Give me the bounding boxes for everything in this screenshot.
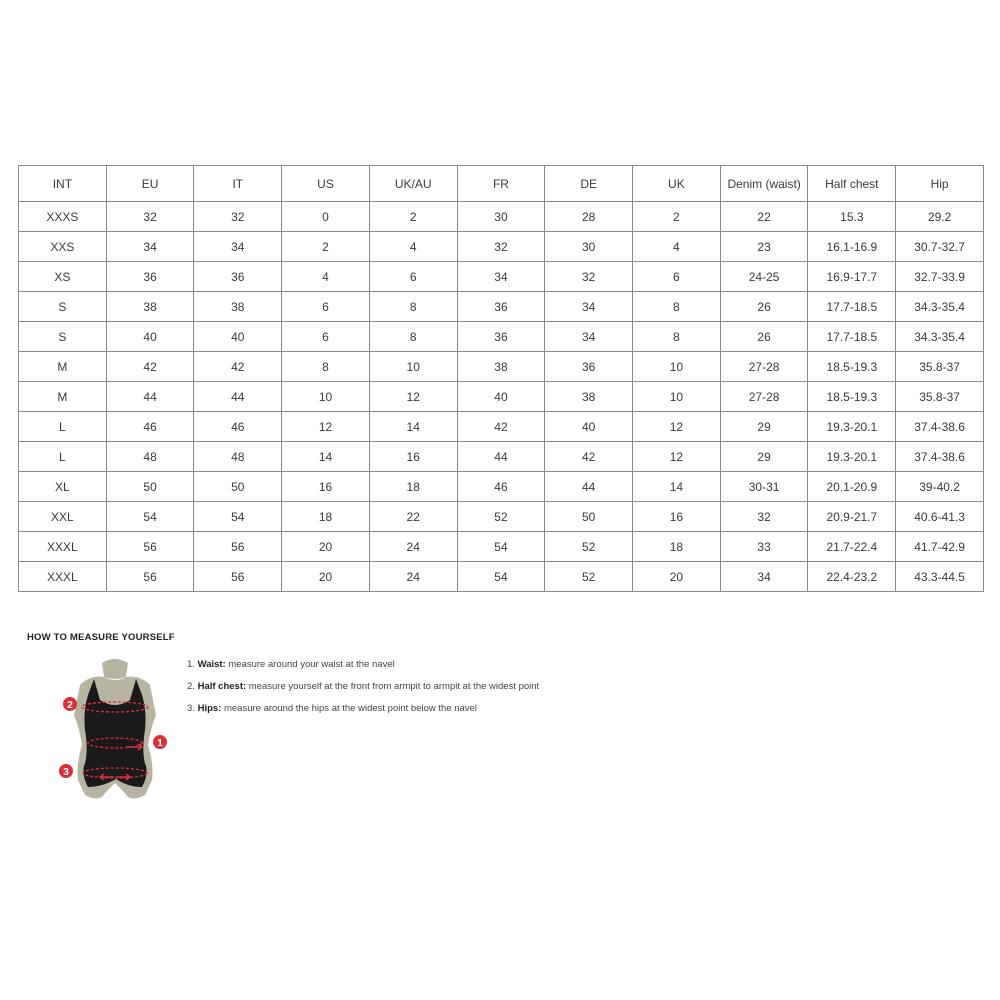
table-row: [19, 412, 984, 442]
table-cell: 52: [545, 532, 633, 562]
table-cell: 46: [106, 412, 194, 442]
table-cell: 6: [282, 322, 370, 352]
table-cell: XXS: [19, 232, 107, 262]
table-row: [19, 472, 984, 502]
table-cell: 29: [720, 412, 808, 442]
table-cell: 34: [545, 292, 633, 322]
table-cell: 36: [194, 262, 282, 292]
table-cell: S: [19, 292, 107, 322]
table-row: [19, 292, 984, 322]
column-header: UK: [633, 166, 721, 202]
table-cell: 34: [194, 232, 282, 262]
table-cell: 14: [633, 472, 721, 502]
step-label: Waist:: [197, 659, 226, 670]
table-cell: 16: [282, 472, 370, 502]
table-cell: 26: [720, 322, 808, 352]
table-cell: 40: [106, 322, 194, 352]
table-cell: 42: [194, 352, 282, 382]
table-cell: 44: [545, 472, 633, 502]
table-cell: 32: [720, 502, 808, 532]
column-header: US: [282, 166, 370, 202]
table-cell: 38: [106, 292, 194, 322]
table-cell: 19.3-20.1: [808, 442, 896, 472]
table-cell: 34: [457, 262, 545, 292]
table-cell: 37.4-38.6: [896, 412, 984, 442]
table-cell: 32: [194, 202, 282, 232]
table-cell: 24-25: [720, 262, 808, 292]
step-number: 3.: [187, 703, 195, 714]
table-cell: 6: [633, 262, 721, 292]
table-cell: 10: [633, 382, 721, 412]
table-cell: 35.8-37: [896, 352, 984, 382]
table-cell: 30: [457, 202, 545, 232]
table-row: [19, 562, 984, 592]
table-cell: 0: [282, 202, 370, 232]
table-cell: XL: [19, 472, 107, 502]
table-cell: 2: [633, 202, 721, 232]
table-cell: 43.3-44.5: [896, 562, 984, 592]
table-cell: 19.3-20.1: [808, 412, 896, 442]
table-cell: 24: [369, 532, 457, 562]
table-cell: 42: [106, 352, 194, 382]
table-cell: 18: [369, 472, 457, 502]
table-cell: 44: [457, 442, 545, 472]
table-cell: 22.4-23.2: [808, 562, 896, 592]
table-cell: 44: [194, 382, 282, 412]
table-row: [19, 352, 984, 382]
table-cell: 27-28: [720, 382, 808, 412]
table-cell: 56: [106, 562, 194, 592]
table-cell: 38: [457, 352, 545, 382]
table-cell: 18: [282, 502, 370, 532]
table-cell: 16.1-16.9: [808, 232, 896, 262]
marker-3: 3: [63, 767, 69, 778]
table-cell: 34: [106, 232, 194, 262]
table-cell: 30-31: [720, 472, 808, 502]
table-cell: 39-40.2: [896, 472, 984, 502]
table-cell: 29: [720, 442, 808, 472]
table-cell: 12: [633, 412, 721, 442]
table-cell: 30.7-32.7: [896, 232, 984, 262]
table-cell: 24: [369, 562, 457, 592]
table-cell: 37.4-38.6: [896, 442, 984, 472]
table-cell: 22: [720, 202, 808, 232]
table-cell: 36: [457, 322, 545, 352]
step-text: measure yourself at the front from armpit to armpit at the widest point: [246, 681, 540, 692]
table-cell: 10: [282, 382, 370, 412]
table-cell: 54: [194, 502, 282, 532]
table-cell: 32: [457, 232, 545, 262]
table-cell: 52: [545, 562, 633, 592]
table-cell: 54: [457, 532, 545, 562]
table-row: [19, 232, 984, 262]
table-cell: 18: [633, 532, 721, 562]
header-row: [19, 166, 984, 202]
table-cell: 10: [369, 352, 457, 382]
table-cell: 17.7-18.5: [808, 322, 896, 352]
table-row: [19, 382, 984, 412]
table-cell: 20: [282, 562, 370, 592]
table-cell: 36: [106, 262, 194, 292]
table-cell: 52: [457, 502, 545, 532]
table-cell: 6: [369, 262, 457, 292]
column-header: UK/AU: [369, 166, 457, 202]
table-cell: 20: [633, 562, 721, 592]
table-cell: 56: [194, 532, 282, 562]
table-cell: 40: [194, 322, 282, 352]
table-cell: M: [19, 352, 107, 382]
table-cell: 38: [194, 292, 282, 322]
marker-2: 2: [67, 700, 73, 711]
table-cell: 20.1-20.9: [808, 472, 896, 502]
table-cell: 28: [545, 202, 633, 232]
table-cell: 35.8-37: [896, 382, 984, 412]
table-row: [19, 532, 984, 562]
how-to-measure-title: HOW TO MEASURE YOURSELF: [27, 632, 175, 643]
table-cell: 22: [369, 502, 457, 532]
step-text: measure around the hips at the widest point below the navel: [221, 703, 477, 714]
table-cell: 8: [369, 292, 457, 322]
table-cell: 44: [106, 382, 194, 412]
table-cell: 48: [194, 442, 282, 472]
table-cell: 36: [457, 292, 545, 322]
table-cell: 10: [633, 352, 721, 382]
table-cell: 17.7-18.5: [808, 292, 896, 322]
table-cell: XXXL: [19, 532, 107, 562]
table-cell: 34: [720, 562, 808, 592]
step-label: Half chest:: [197, 681, 247, 692]
column-header: Denim (waist): [720, 166, 808, 202]
table-cell: 2: [282, 232, 370, 262]
step-hips: [187, 702, 539, 724]
table-cell: L: [19, 412, 107, 442]
size-chart-table: [18, 165, 984, 592]
table-cell: 16.9-17.7: [808, 262, 896, 292]
step-number: 2.: [187, 681, 195, 692]
table-cell: 15.3: [808, 202, 896, 232]
step-label: Hips:: [197, 703, 222, 714]
step-waist: [187, 658, 539, 680]
table-cell: 46: [457, 472, 545, 502]
table-cell: XXXS: [19, 202, 107, 232]
table-cell: 50: [194, 472, 282, 502]
table-row: [19, 322, 984, 352]
table-cell: 30: [545, 232, 633, 262]
column-header: IT: [194, 166, 282, 202]
column-header: EU: [106, 166, 194, 202]
column-header: Hip: [896, 166, 984, 202]
table-cell: S: [19, 322, 107, 352]
column-header: Half chest: [808, 166, 896, 202]
table-cell: 40: [457, 382, 545, 412]
table-cell: 33: [720, 532, 808, 562]
table-cell: 18.5-19.3: [808, 382, 896, 412]
mannequin-figure-icon: [50, 655, 180, 815]
table-cell: 50: [106, 472, 194, 502]
table-row: [19, 262, 984, 292]
table-body: [19, 202, 984, 592]
table-cell: M: [19, 382, 107, 412]
table-cell: 14: [282, 442, 370, 472]
table-cell: 36: [545, 352, 633, 382]
table-cell: 26: [720, 292, 808, 322]
table-cell: 34.3-35.4: [896, 322, 984, 352]
table-cell: 21.7-22.4: [808, 532, 896, 562]
table-cell: XXL: [19, 502, 107, 532]
table-cell: 6: [282, 292, 370, 322]
table-cell: 12: [282, 412, 370, 442]
table-cell: 41.7-42.9: [896, 532, 984, 562]
column-header: FR: [457, 166, 545, 202]
table-cell: 8: [633, 322, 721, 352]
table-cell: 32.7-33.9: [896, 262, 984, 292]
column-header: DE: [545, 166, 633, 202]
table-cell: XS: [19, 262, 107, 292]
table-cell: 40: [545, 412, 633, 442]
table-cell: 46: [194, 412, 282, 442]
table-cell: 8: [282, 352, 370, 382]
table-cell: 38: [545, 382, 633, 412]
table-cell: 56: [106, 532, 194, 562]
table-cell: 50: [545, 502, 633, 532]
table-cell: 16: [369, 442, 457, 472]
table-cell: 2: [369, 202, 457, 232]
table-cell: 29.2: [896, 202, 984, 232]
table-cell: 40.6-41.3: [896, 502, 984, 532]
table-cell: 16: [633, 502, 721, 532]
table-cell: 23: [720, 232, 808, 262]
table-cell: 34.3-35.4: [896, 292, 984, 322]
table-cell: 14: [369, 412, 457, 442]
table-cell: 8: [633, 292, 721, 322]
marker-1: 1: [157, 738, 163, 749]
table-cell: L: [19, 442, 107, 472]
table-cell: 4: [633, 232, 721, 262]
measure-steps-list: [187, 658, 539, 724]
step-text: measure around your waist at the navel: [225, 659, 395, 670]
table-cell: 32: [106, 202, 194, 232]
table-cell: 20.9-21.7: [808, 502, 896, 532]
step-number: 1.: [187, 659, 195, 670]
table-cell: 12: [369, 382, 457, 412]
mannequin-illustration: [50, 655, 180, 815]
table-cell: 48: [106, 442, 194, 472]
table-cell: 54: [106, 502, 194, 532]
table-cell: 42: [545, 442, 633, 472]
step-half-chest: [187, 680, 539, 702]
table-cell: 42: [457, 412, 545, 442]
table-cell: 34: [545, 322, 633, 352]
table-cell: 20: [282, 532, 370, 562]
table-cell: 27-28: [720, 352, 808, 382]
table-cell: XXXL: [19, 562, 107, 592]
table-cell: 4: [369, 232, 457, 262]
table-cell: 56: [194, 562, 282, 592]
table-cell: 54: [457, 562, 545, 592]
table-cell: 12: [633, 442, 721, 472]
table-cell: 8: [369, 322, 457, 352]
column-header: INT: [19, 166, 107, 202]
table-row: [19, 202, 984, 232]
table-cell: 18.5-19.3: [808, 352, 896, 382]
table-row: [19, 502, 984, 532]
table-cell: 4: [282, 262, 370, 292]
table-row: [19, 442, 984, 472]
table-cell: 32: [545, 262, 633, 292]
